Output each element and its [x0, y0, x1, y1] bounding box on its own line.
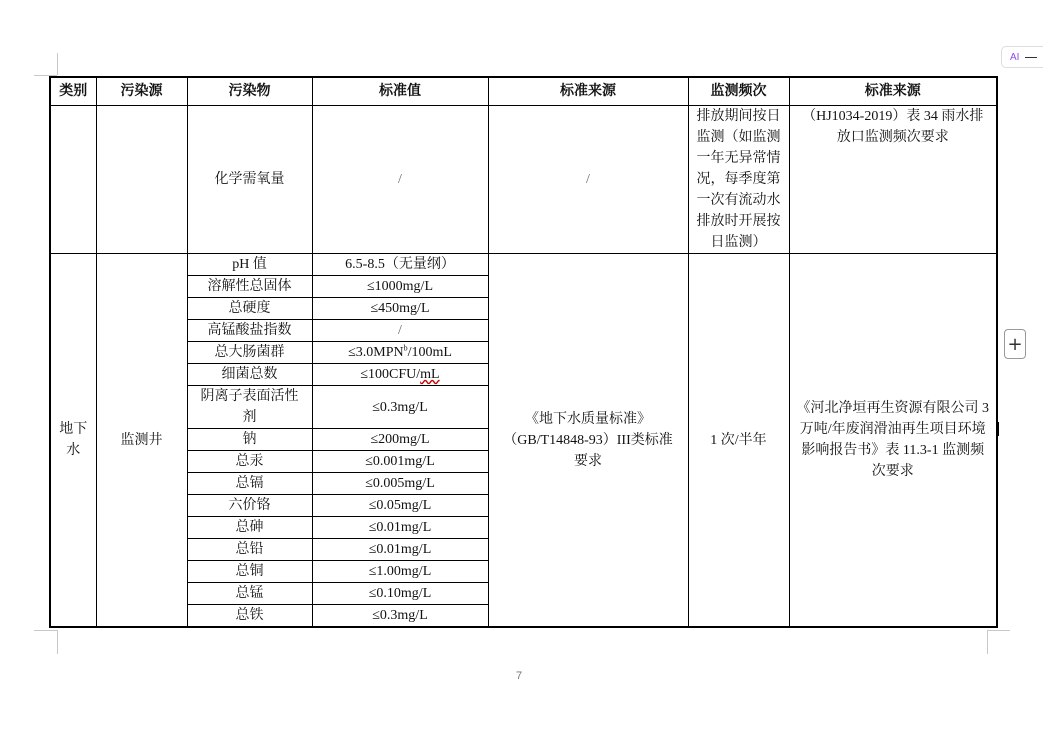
cell-pollutant: 总铅 [187, 539, 312, 561]
crop-mark-bottom-left-v [57, 630, 58, 654]
cell-value: 6.5-8.5（无量纲） [312, 254, 488, 276]
cell-pollutant: 阴离子表面活性剂 [187, 386, 312, 429]
cell-value: ≤450mg/L [312, 298, 488, 320]
cell-category-groundwater: 地下水 [50, 254, 96, 628]
cell-groundwater-standard-source: 《地下水质量标准》（GB/T14848-93）III类标准要求 [488, 254, 688, 628]
cell-pollutant: 钠 [187, 429, 312, 451]
text-cursor-mark [996, 422, 999, 436]
cell-pollutant: 六价铬 [187, 495, 312, 517]
crop-mark-bottom-right-v [987, 630, 988, 654]
header-row [50, 77, 997, 106]
cell-value: ≤0.001mg/L [312, 451, 488, 473]
cell-value: ≤0.10mg/L [312, 583, 488, 605]
cell-pollutant: 总镉 [187, 473, 312, 495]
add-button[interactable] [1004, 329, 1026, 359]
header-category: 类别 [50, 77, 96, 106]
cell-value: ≤0.3mg/L [312, 386, 488, 429]
value-text: ≤100CFU/ [360, 367, 421, 382]
crop-mark-bottom-left-h [34, 630, 57, 631]
monitoring-standards-table [49, 76, 998, 628]
ai-label: AI [1010, 51, 1020, 63]
cell-standard-source: / [488, 106, 688, 254]
cell-value: ≤0.01mg/L [312, 539, 488, 561]
cell-pollutant: 化学需氧量 [187, 106, 312, 254]
crop-mark-bottom-right-h [987, 630, 1010, 631]
cell-pollutant: 高锰酸盐指数 [187, 320, 312, 342]
cell-value: ≤1000mg/L [312, 276, 488, 298]
table-row [50, 254, 997, 276]
value-tail-spellcheck: mL [420, 367, 440, 382]
value-superscript: b [403, 343, 408, 353]
value-text: ≤3.0MPN [348, 345, 404, 360]
cell-pollutant: 细菌总数 [187, 364, 312, 386]
cell-pollutant: 总大肠菌群 [187, 342, 312, 364]
collapse-dash-icon [1025, 57, 1037, 58]
cell-source [96, 106, 187, 254]
cell-value: ≤0.05mg/L [312, 495, 488, 517]
cell-standard-value: / [312, 106, 488, 254]
cell-value [312, 342, 488, 364]
cell-pollutant: 总铜 [187, 561, 312, 583]
page-number: 7 [516, 670, 523, 682]
cell-value: ≤0.005mg/L [312, 473, 488, 495]
plus-icon: + [1007, 333, 1023, 355]
cell-pollutant: 总汞 [187, 451, 312, 473]
cell-pollutant: pH 值 [187, 254, 312, 276]
header-source: 污染源 [96, 77, 187, 106]
crop-mark-top-left-v [57, 53, 58, 75]
cell-pollutant: 总铁 [187, 605, 312, 628]
cell-pollutant: 总锰 [187, 583, 312, 605]
cell-frequency-source: （HJ1034-2019）表 34 雨水排放口监测频次要求 [789, 106, 997, 254]
cell-value: ≤1.00mg/L [312, 561, 488, 583]
cell-groundwater-frequency: 1 次/半年 [688, 254, 789, 628]
header-standard-value: 标准值 [312, 77, 488, 106]
cell-value: ≤0.01mg/L [312, 517, 488, 539]
header-pollutant: 污染物 [187, 77, 312, 106]
cell-frequency: 排放期间按日监测（如监测一年无异常情况，每季度第一次有流动水排放时开展按日监测） [688, 106, 789, 254]
cell-source-monitoring-well: 监测井 [96, 254, 187, 628]
table-row-cod [50, 106, 997, 254]
header-frequency: 监测频次 [688, 77, 789, 106]
cell-value [312, 364, 488, 386]
cell-pollutant: 溶解性总固体 [187, 276, 312, 298]
cell-value: / [312, 320, 488, 342]
cell-category [50, 106, 96, 254]
value-tail: /100mL [407, 345, 452, 360]
cell-pollutant: 总砷 [187, 517, 312, 539]
header-frequency-source: 标准来源 [789, 77, 997, 106]
header-standard-source: 标准来源 [488, 77, 688, 106]
cell-pollutant: 总硬度 [187, 298, 312, 320]
cell-groundwater-frequency-source: 《河北净垣再生资源有限公司 3 万吨/年废润滑油再生项目环境影响报告书》表 11.3-1 监测频次要求 [789, 254, 997, 628]
cell-value: ≤0.3mg/L [312, 605, 488, 628]
ai-assistant-button[interactable] [1001, 46, 1043, 68]
cell-value: ≤200mg/L [312, 429, 488, 451]
